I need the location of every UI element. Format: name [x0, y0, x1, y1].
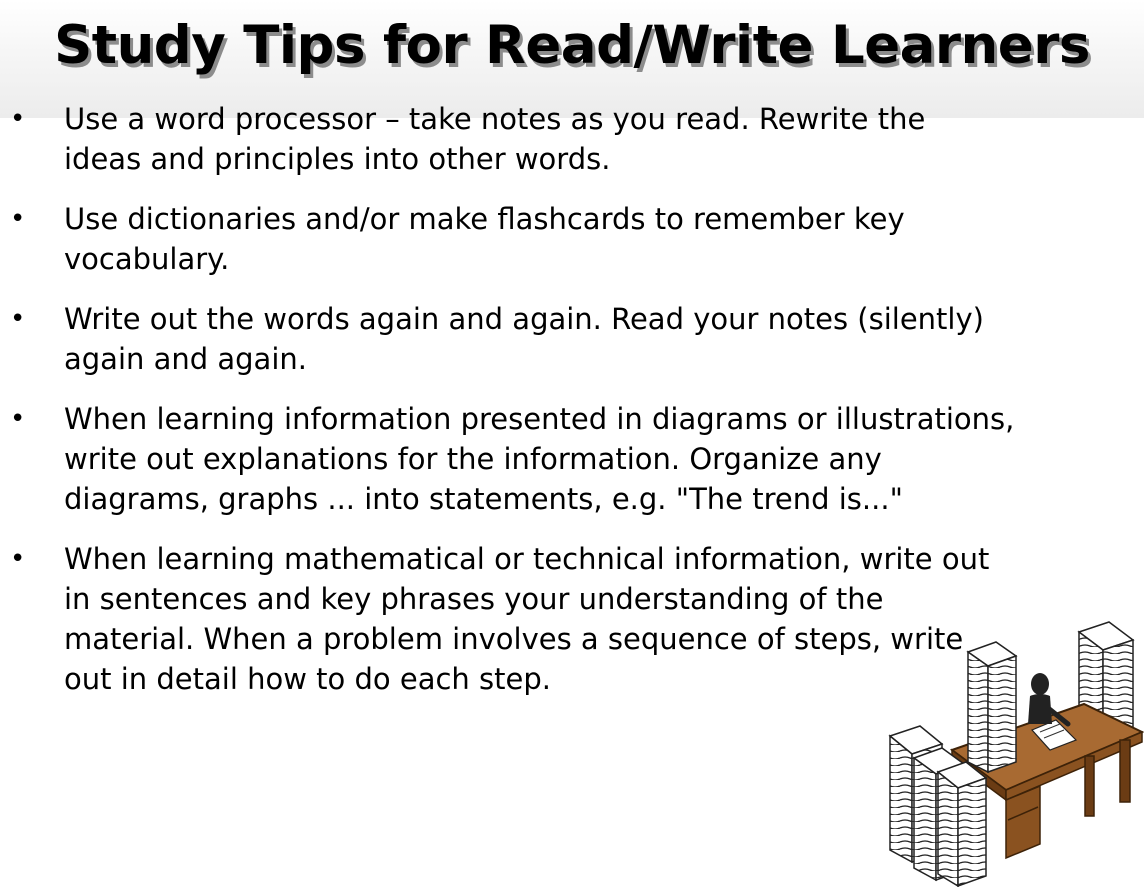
tip-text	[64, 199, 1060, 279]
person-icon	[1028, 673, 1068, 724]
bullet: •	[10, 204, 26, 234]
tip-line: When learning mathematical or technical information, write out	[64, 542, 990, 576]
tip-item	[0, 399, 1060, 519]
tip-line: Use dictionaries and/or make flashcards to remember key	[64, 202, 905, 236]
tip-line: vocabulary.	[64, 242, 230, 276]
tip-line: write out explanations for the information. Organize any	[64, 442, 882, 476]
tip-line: ideas and principles into other words.	[64, 142, 611, 176]
tip-line: again and again.	[64, 342, 307, 376]
slide-title: Study Tips for Read/Write Learners	[54, 15, 1090, 76]
tip-item	[0, 199, 1060, 279]
bullet: •	[10, 544, 26, 574]
bullet: •	[10, 104, 26, 134]
tip-item	[0, 299, 1060, 379]
bullet: •	[10, 304, 26, 334]
paper-stack-icon	[968, 642, 1016, 772]
tip-line: material. When a problem involves a sequence of steps, write	[64, 622, 964, 656]
tip-line: When learning information presented in diagrams or illustrations,	[64, 402, 1015, 436]
person-at-desk-with-paper-stacks-icon	[880, 612, 1144, 887]
tip-line: in sentences and key phrases your understanding of the	[64, 582, 884, 616]
tip-text	[64, 299, 1060, 379]
tip-text	[64, 99, 1060, 179]
tip-line: diagrams, graphs ... into statements, e.g. "The trend is..."	[64, 482, 903, 516]
tip-text	[64, 399, 1060, 519]
paper-stack-icon	[938, 762, 986, 886]
tip-line: out in detail how to do each step.	[64, 662, 551, 696]
bullet: •	[10, 404, 26, 434]
tip-line: Write out the words again and again. Read your notes (silently)	[64, 302, 984, 336]
tip-item	[0, 99, 1060, 179]
tip-line: Use a word processor – take notes as you read. Rewrite the	[64, 102, 926, 136]
